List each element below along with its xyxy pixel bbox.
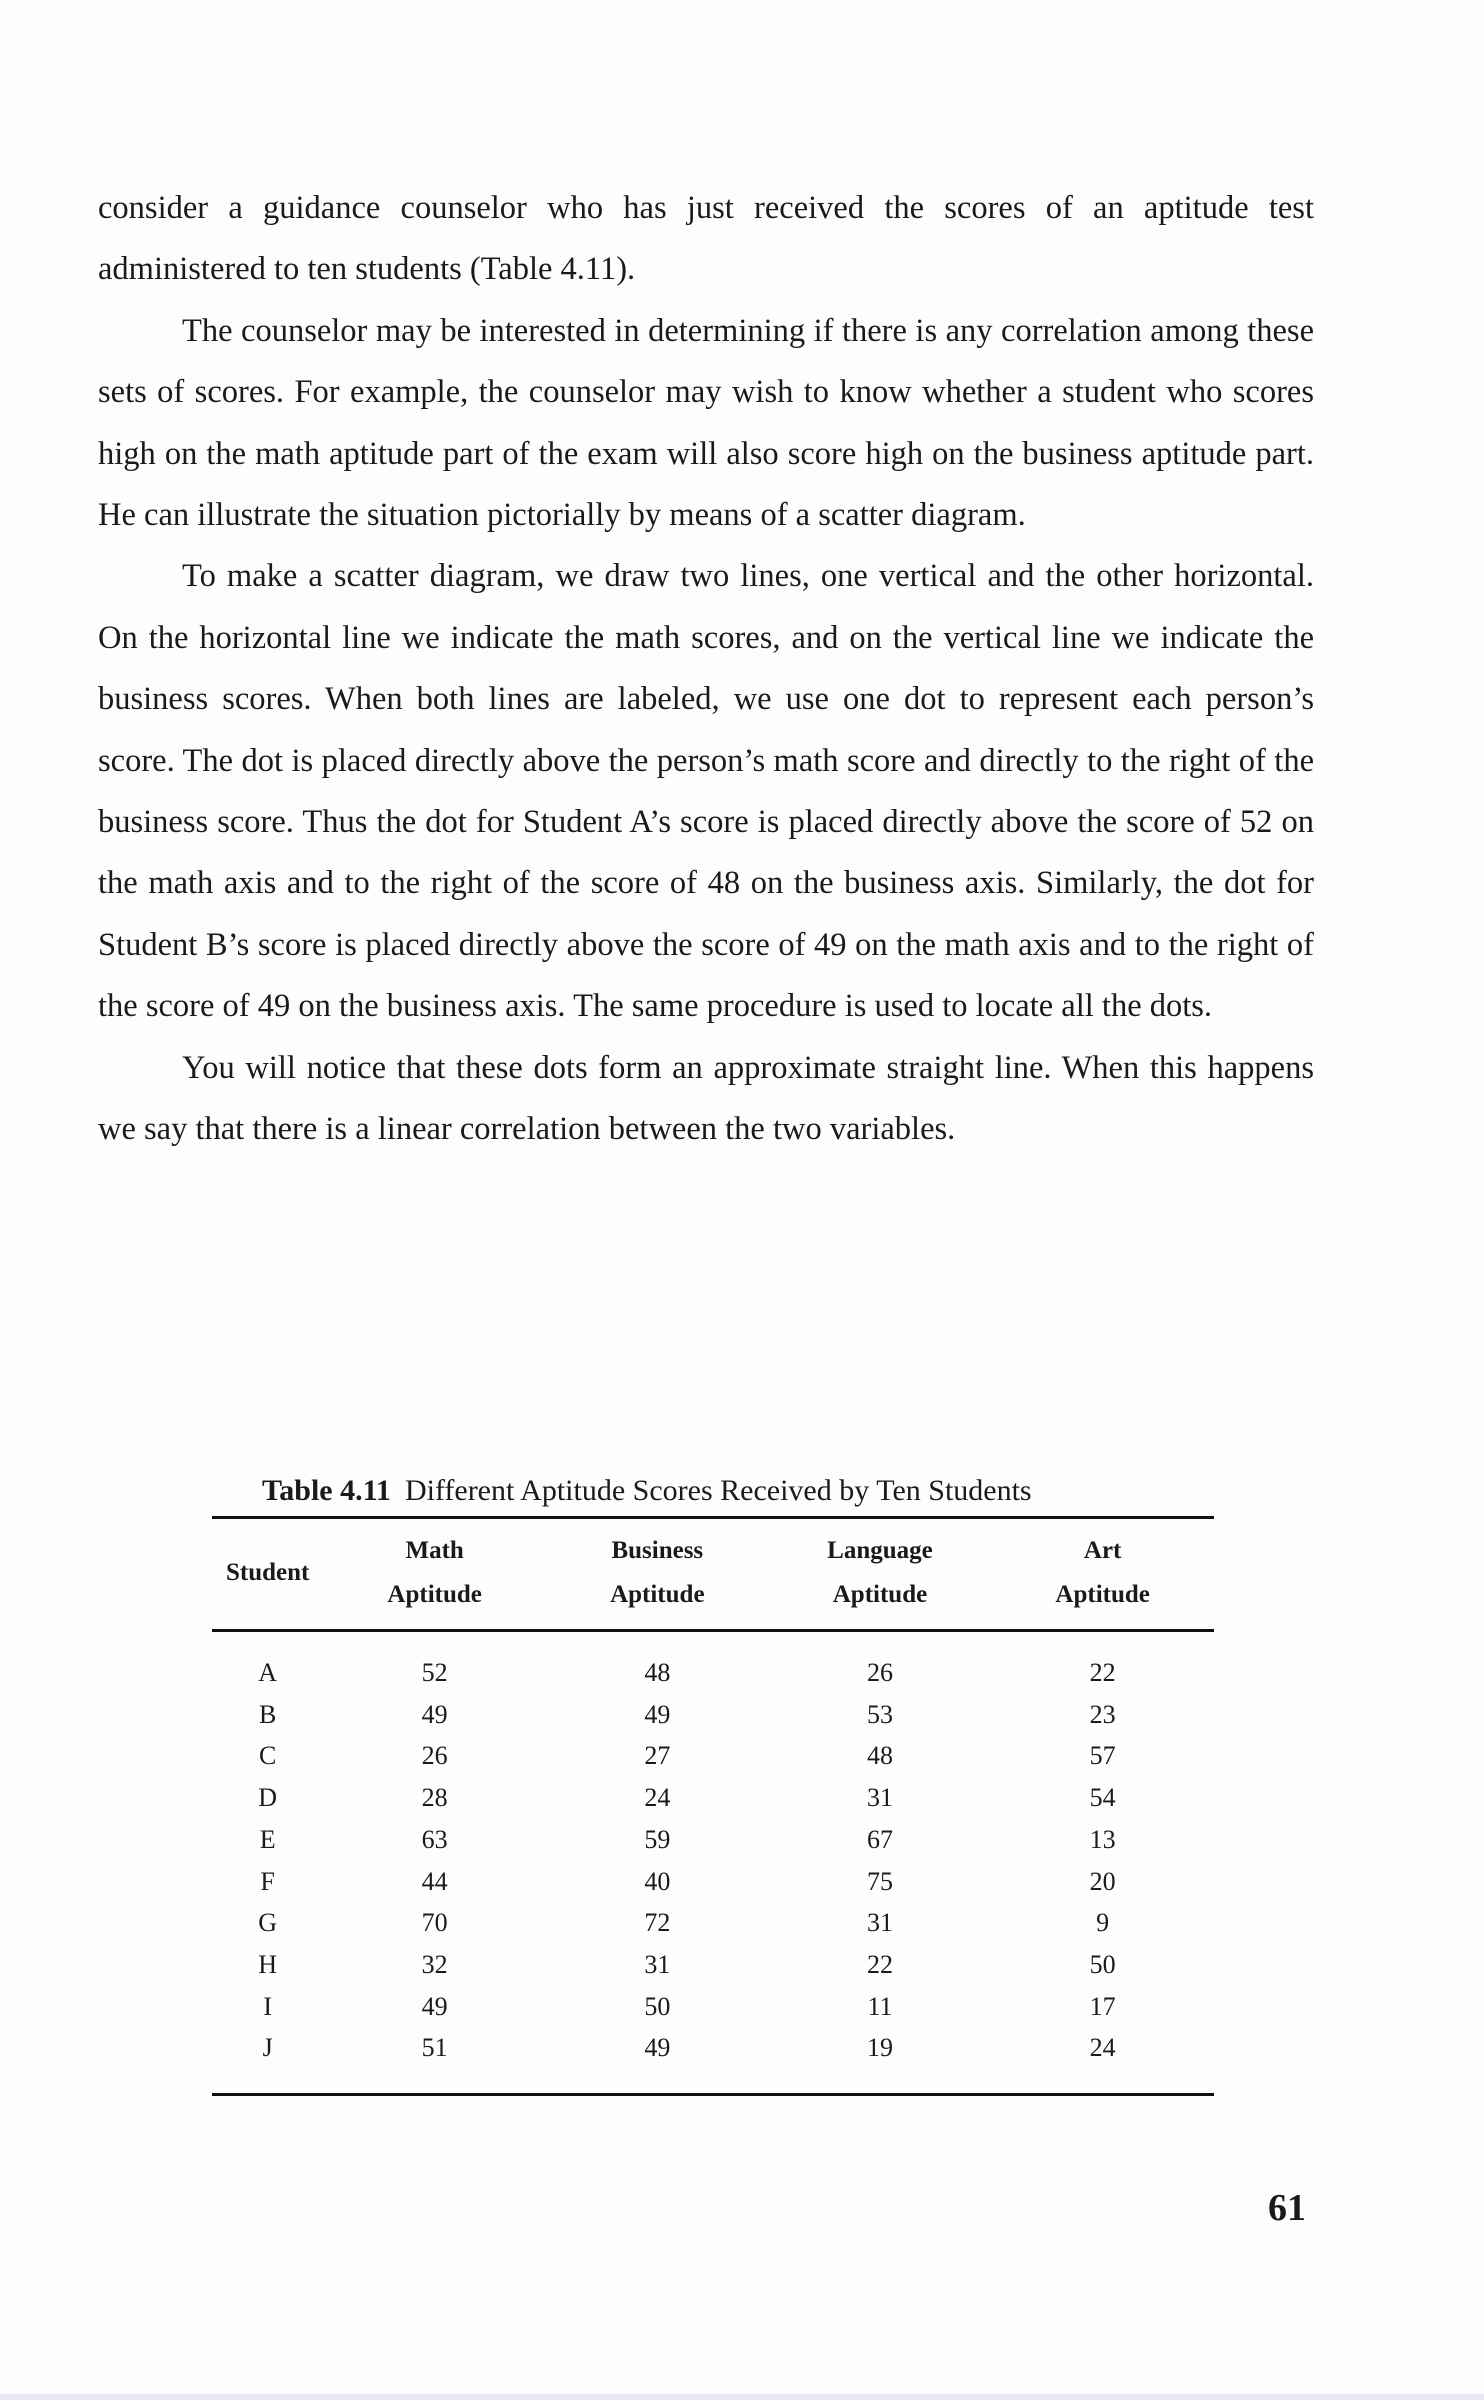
- paragraph: The counselor may be interested in determining if there is any correlation among these sets of scores. For example, the counselor may wish to know whether a student who scores high on the math aptitude part of the exam will also score high on the business aptitude part. He can illustrate the situation pictorially by means of a scatter diagram.: [98, 312, 1314, 534]
- cell-business-aptitude: 24: [644, 1783, 671, 1813]
- table-row: [212, 1986, 1214, 2028]
- cell-math-aptitude: 32: [421, 1949, 448, 1979]
- cell-art-aptitude: 23: [1089, 1699, 1116, 1729]
- cell-language-aptitude: 22: [866, 1949, 893, 1979]
- table-caption-text: Different Aptitude Scores Received by Ten Students: [404, 1474, 1032, 1507]
- cell-business-aptitude: 40: [644, 1866, 671, 1896]
- cell-business-aptitude: 48: [644, 1658, 671, 1687]
- cell-student: C: [258, 1741, 277, 1771]
- table-row: [212, 1861, 1214, 1903]
- table-row: [212, 1694, 1214, 1736]
- cell-student: D: [258, 1783, 278, 1813]
- table-row: [212, 1819, 1214, 1861]
- cell-art-aptitude: 9: [1096, 1908, 1110, 1938]
- page-number: 61: [1268, 2187, 1306, 2229]
- paragraph: To make a scatter diagram, we draw two lines, one vertical and the other horizontal. On the horizontal line we indicate the math scores, and on the vertical line we indicate the business scores. When both lines are labeled, we use one dot to represent each person’s score. The dot is placed directly above the person’s math score and directly to the right of the business score. Thus the dot for Student A’s score is placed directly above the score of 52 on the math axis and to the right of the score of 48 on the business axis. Similarly, the dot for Student B’s score is placed directly above the score of 49 on the math axis and to the right of the score of 49 on the business axis. The same procedure is used to locate all the dots.: [98, 558, 1314, 1025]
- cell-student: F: [260, 1866, 275, 1896]
- cell-student: E: [259, 1824, 276, 1854]
- cell-language-aptitude: 53: [866, 1699, 893, 1729]
- cell-student: H: [258, 1949, 278, 1979]
- header-art-aptitude: Art Aptitude: [1055, 1537, 1150, 1608]
- cell-art-aptitude: 54: [1089, 1783, 1116, 1813]
- body-text: [98, 178, 1314, 1161]
- paragraph: You will notice that these dots form an approximate straight line. When this happens we say that there is a linear correlation between the two variables.: [98, 1049, 1314, 1148]
- cell-art-aptitude: 13: [1089, 1824, 1116, 1854]
- cell-language-aptitude: 48: [866, 1741, 893, 1771]
- table-row: [212, 2027, 1214, 2093]
- cell-art-aptitude: 57: [1089, 1741, 1116, 1771]
- cell-business-aptitude: 50: [644, 1991, 671, 2021]
- cell-student: G: [258, 1908, 278, 1938]
- cell-business-aptitude: 49: [644, 2033, 671, 2063]
- table-header: [212, 1519, 1214, 1631]
- table-body: [212, 1631, 1214, 2094]
- table-caption: [262, 1466, 1214, 1516]
- cell-art-aptitude: 20: [1089, 1866, 1116, 1896]
- cell-language-aptitude: 67: [866, 1824, 893, 1854]
- cell-language-aptitude: 31: [866, 1908, 893, 1938]
- aptitude-table-block: [212, 1466, 1214, 2096]
- cell-language-aptitude: 31: [866, 1783, 893, 1813]
- header-language-aptitude: Language Aptitude: [827, 1537, 933, 1608]
- aptitude-scores-table: [212, 1519, 1214, 2093]
- cell-math-aptitude: 63: [421, 1824, 448, 1854]
- cell-student: B: [258, 1699, 277, 1729]
- table-row: [212, 1735, 1214, 1777]
- cell-business-aptitude: 31: [644, 1949, 671, 1979]
- table-row: [212, 1902, 1214, 1944]
- table-bottom-rule: [212, 2093, 1214, 2096]
- cell-language-aptitude: 26: [866, 1658, 893, 1687]
- cell-student: A: [258, 1658, 278, 1687]
- cell-language-aptitude: 11: [867, 1991, 893, 2021]
- paragraph: consider a guidance counselor who has just received the scores of an aptitude test administered to ten students (Table 4.11).: [98, 190, 1314, 288]
- cell-math-aptitude: 26: [421, 1741, 448, 1771]
- scan-edge: [0, 2394, 1484, 2400]
- cell-math-aptitude: 49: [421, 1699, 448, 1729]
- cell-math-aptitude: 28: [421, 1783, 448, 1813]
- cell-math-aptitude: 70: [421, 1908, 448, 1938]
- table-row: [212, 1777, 1214, 1819]
- cell-art-aptitude: 24: [1089, 2033, 1116, 2063]
- header-business-aptitude: Business Aptitude: [610, 1537, 705, 1608]
- cell-student: I: [263, 1991, 272, 2021]
- header-math-aptitude: Math Aptitude: [387, 1537, 482, 1608]
- cell-student: J: [262, 2033, 273, 2063]
- cell-business-aptitude: 49: [644, 1699, 671, 1729]
- cell-math-aptitude: 49: [421, 1991, 448, 2021]
- cell-math-aptitude: 52: [421, 1658, 448, 1687]
- table-row: [212, 1631, 1214, 1694]
- cell-language-aptitude: 75: [866, 1866, 893, 1896]
- table-row: [212, 1944, 1214, 1986]
- table-caption-label: Table 4.11: [262, 1474, 391, 1507]
- cell-business-aptitude: 59: [644, 1824, 671, 1854]
- cell-business-aptitude: 72: [644, 1908, 671, 1938]
- cell-math-aptitude: 51: [421, 2033, 448, 2063]
- cell-math-aptitude: 44: [421, 1866, 448, 1896]
- header-student: Student: [225, 1559, 310, 1586]
- cell-language-aptitude: 19: [866, 2033, 893, 2063]
- cell-art-aptitude: 17: [1089, 1991, 1116, 2021]
- cell-art-aptitude: 22: [1089, 1658, 1116, 1687]
- cell-art-aptitude: 50: [1089, 1949, 1116, 1979]
- cell-business-aptitude: 27: [644, 1741, 671, 1771]
